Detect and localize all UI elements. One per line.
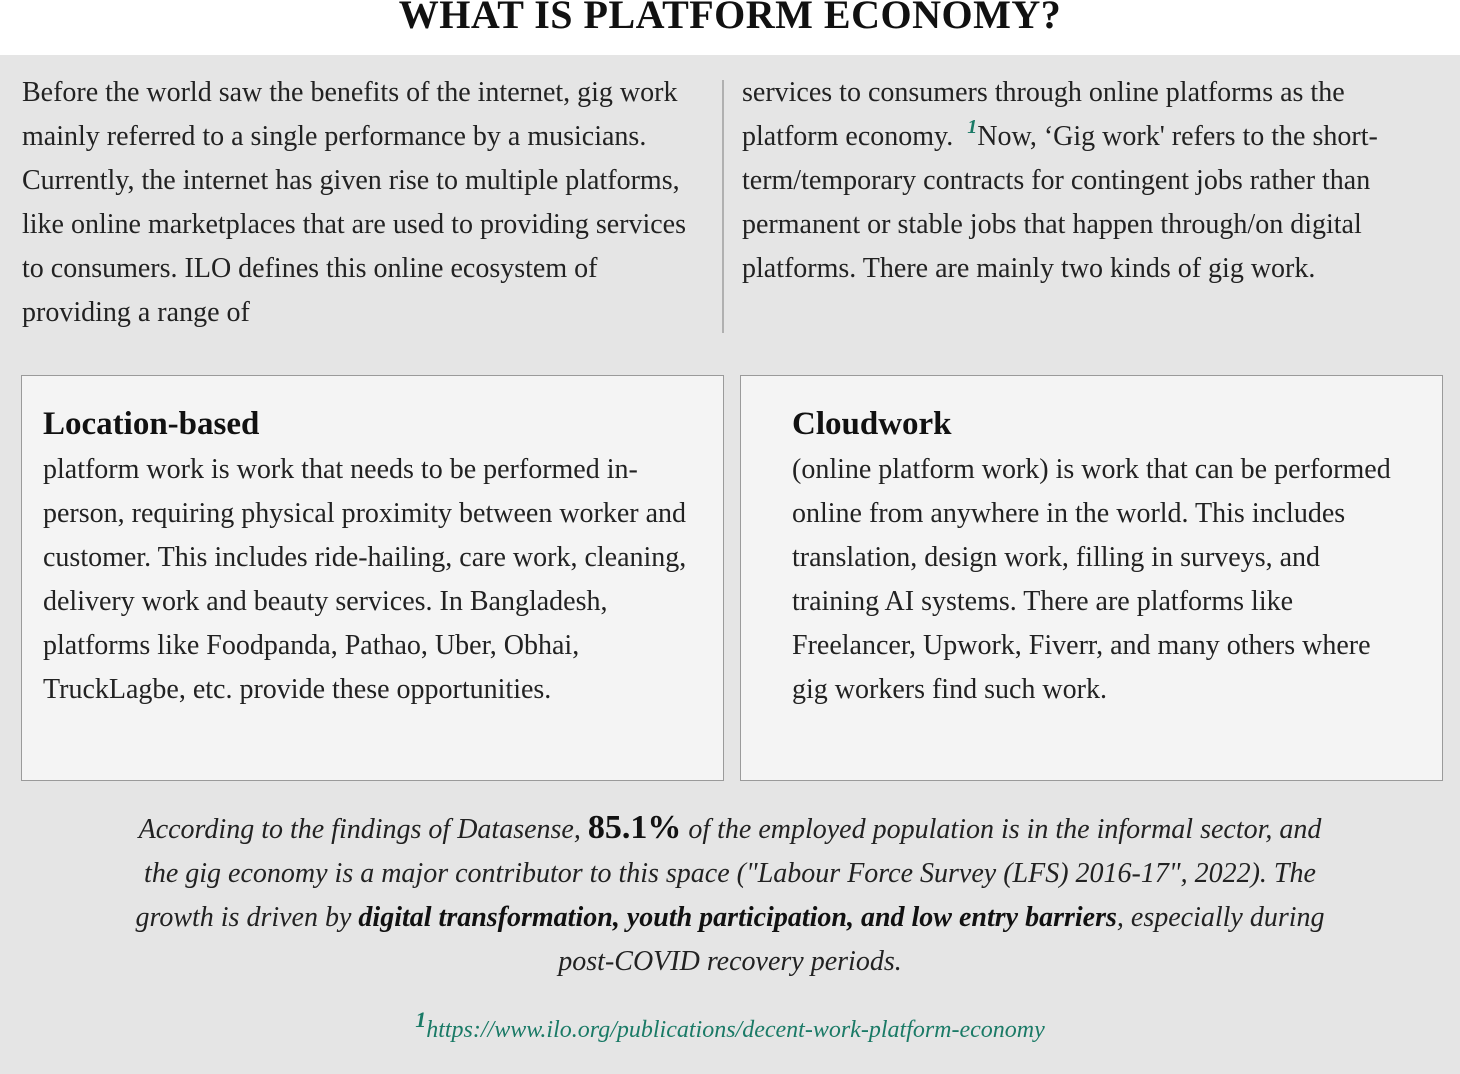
location-based-body: platform work is work that needs to be performed in-person, requiring physical proximity between worker and customer. This includes ride-hailing, care work, cleaning, delivery work and beauty services. In Bangladesh, platforms like Foodpanda, Pathao, Uber, Obhai, TruckLagbe, etc. provide these opportunities. [43,454,687,705]
quote-part2: of the employed population is in the informal sector, and the gig economy is a major contributor to this space ("Labour Force Survey (LFS) 2016-17", 2022). The growth is driven by [135,814,1322,933]
footnote-number: 1 [415,1007,427,1032]
informal-sector-stat: 85.1% [587,809,682,846]
quote-part3: , especially during post-COVID recovery periods. [558,902,1325,977]
title-bar [0,0,1460,55]
intro-right-column [742,71,1442,291]
cloudwork-heading: Cloudwork [792,406,952,442]
footnote [0,1007,1460,1050]
column-divider [722,80,724,333]
cloudwork-card [740,375,1443,781]
location-based-heading: Location-based [43,406,260,442]
quote-part1: According to the findings of Datasense, [138,814,581,845]
intro-right-text-after: Now, ‘Gig work' refers to the short-term/temporary contracts for contingent jobs rather than permanent or stable jobs that happen through/on digital platforms. There are mainly two kinds of gig work. [742,121,1378,284]
intro-left-column [22,71,710,335]
footnote-reference[interactable]: 1 [967,116,978,138]
page-title: WHAT IS PLATFORM ECONOMY? [398,0,1062,37]
cloudwork-body: (online platform work) is work that can be performed online from anywhere in the world. This includes translation, design work, filling in surveys, and training AI systems. There are platforms like Freelancer, Upwork, Fiverr, and many others where gig workers find such work. [792,454,1391,705]
location-based-card [21,375,724,781]
intro-left-text: Before the world saw the benefits of the internet, gig work mainly referred to a single performance by a musicians. Currently, the internet has given rise to multiple platforms, like online marketplaces that are used to providing services to consumers. ILO defines this online ecosystem of providing a range of [22,77,687,328]
growth-drivers: digital transformation, youth participation, and low entry barriers [358,902,1117,933]
datasense-quote [130,806,1330,984]
intro-right-text-before: services to consumers through online platforms as the platform economy. [742,77,1345,152]
footnote-link[interactable]: https://www.ilo.org/publications/decent-work-platform-economy [426,1017,1045,1043]
